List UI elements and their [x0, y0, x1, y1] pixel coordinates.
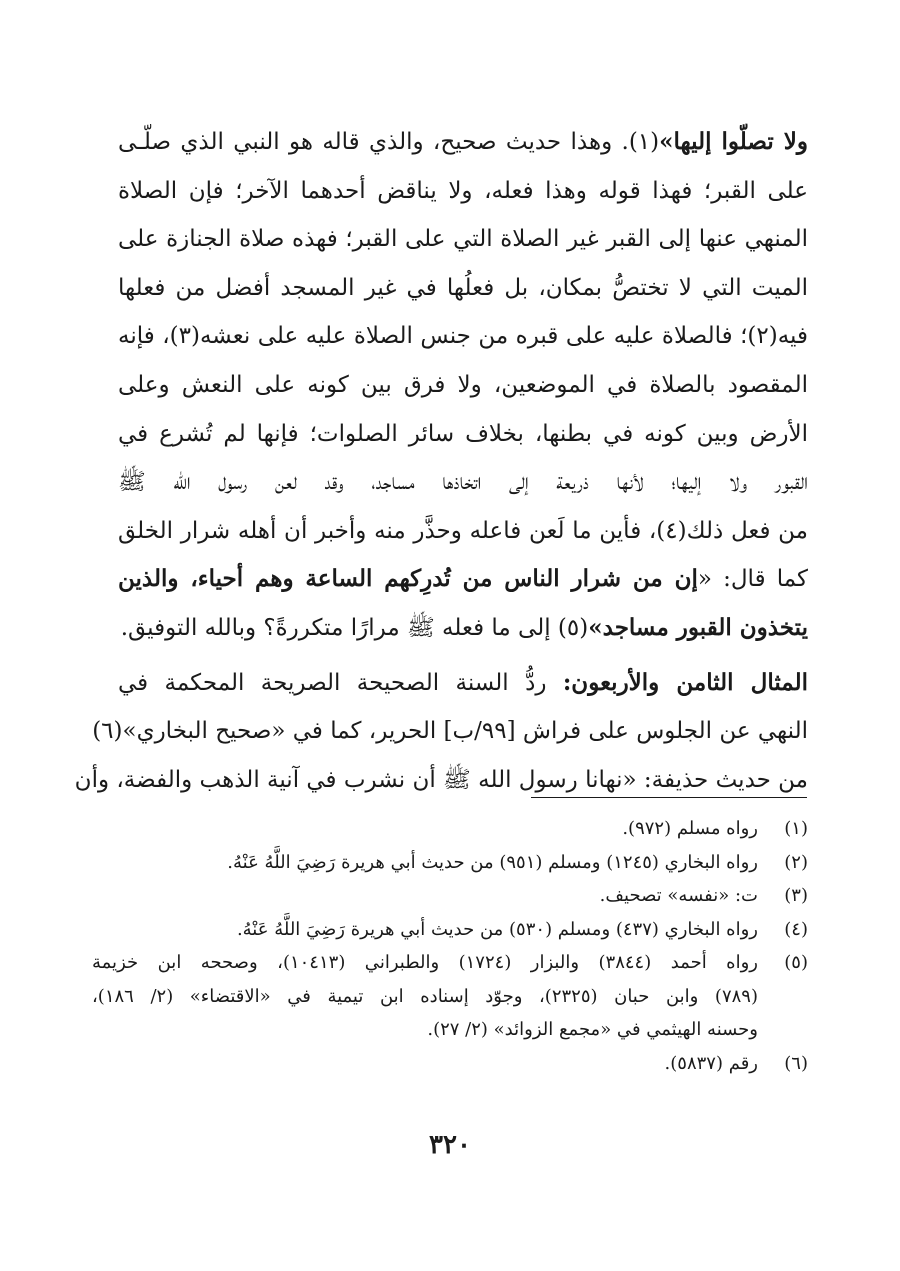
text-segment: ردُّ السنة الصحيحة الصريحة المحكمة في [118, 669, 563, 696]
footnote [92, 846, 808, 880]
footnote-text [92, 879, 758, 913]
text-segment: المقصود بالصلاة في الموضعين، ولا فرق بين كونه على النعش وعلى [118, 371, 808, 398]
text-segment: الميت التي لا تختصُّ بمكان، بل فعلُها في غير المسجد أفضل من فعلها [118, 274, 808, 301]
footnote-number: (٢) [784, 851, 808, 873]
paragraph-example-48 [74, 659, 808, 805]
page-number: ٣٢٠ [429, 1130, 471, 1160]
text-segment: (٥) إلى ما فعله ﷺ مرارًا متكررةً؟ وبالله التوفيق. [120, 614, 589, 641]
footnote-line: رواه البخاري (١٢٤٥) ومسلم (٩٥١) من حديث أبي هريرة رَضِيَ اللَّهُ عَنْهُ. [227, 851, 758, 873]
footnote-line: رقم (٥٨٣٧). [664, 1052, 758, 1074]
footnote-line: وحسنه الهيثمي في «مجمع الزوائد» (٢/ ٢٧). [427, 1019, 758, 1040]
text-line [118, 410, 808, 459]
footnote-line: رواه مسلم (٩٧٢). [622, 818, 758, 839]
footnote-line: رواه أحمد (٣٨٤٤) والبزار (١٧٢٤) والطبراني (١٠٤١٣)، وصححه ابن خزيمة [92, 952, 758, 973]
text-line [118, 507, 808, 556]
text-segment: كما قال: « [697, 566, 808, 593]
footnote-line: ت: «نفسه» تصحيف. [599, 885, 758, 906]
text-line [118, 659, 808, 708]
text-line [118, 361, 808, 410]
footnote [92, 946, 808, 1047]
footnote [92, 812, 808, 846]
footnote-text [92, 913, 758, 947]
footnote-number: (٤) [784, 918, 808, 940]
text-segment: فيه(٢)؛ فالصلاة عليه على قبره من جنس الصلاة عليه على نعشه(٣)، فإنه [118, 323, 808, 350]
text-segment: القبور ولا إليها؛ لأنها ذريعة إلى اتخاذها مساجد، وقد لعن رسول الله ﷺ [118, 469, 808, 496]
footnote-text [92, 946, 758, 1047]
footnotes [92, 812, 808, 1080]
footnote-text [92, 846, 758, 880]
footnote-line: رواه البخاري (٤٣٧) ومسلم (٥٣٠) من حديث أبي هريرة رَضِيَ اللَّهُ عَنْهُ. [236, 918, 758, 940]
text-line [118, 167, 808, 216]
text-segment: الأرض وبين كونه في بطنها، بخلاف سائر الصلوات؛ فإنها لم تُشرع في [118, 420, 808, 447]
text-segment: من حديث حذيفة: «نهانا رسول الله ﷺ أن نشرب في آنية الذهب والفضة، وأن [74, 766, 808, 793]
text-line [118, 555, 808, 604]
footnote-number: (٣) [784, 885, 808, 906]
main-text [74, 118, 808, 804]
footnote [92, 913, 808, 947]
text-segment: على القبر؛ فهذا قوله وهذا فعله، ولا يناقض أحدهما الآخر؛ فإن الصلاة [118, 177, 808, 204]
bold-text-segment: إن من شرار الناس من تُدرِكهم الساعة وهم أحياء، والذين [118, 565, 698, 593]
footnote-line: (٧٨٩) وابن حبان (٢٣٢٥)، وجوّد إسناده ابن تيمية في «الاقتضاء» (٢/ ١٨٦)، [92, 985, 758, 1007]
text-line [118, 215, 808, 264]
bold-text-segment: يتخذون القبور مساجد» [588, 613, 808, 641]
footnote [92, 879, 808, 913]
text-segment: من فعل ذلك(٤)، فأين ما لَعن فاعله وحذَّر منه وأخبر أن أهله شرار الخلق [118, 517, 808, 544]
footnote [92, 1047, 808, 1081]
text-line [118, 312, 808, 361]
text-line [118, 604, 808, 653]
footnote-text [92, 1047, 758, 1081]
footnote-number: (١) [784, 818, 808, 839]
paragraph-hadith-discussion [118, 118, 808, 653]
text-line [118, 458, 808, 507]
text-line [92, 707, 808, 756]
text-segment: المنهي عنها إلى القبر غير الصلاة التي على القبر؛ فهذه صلاة الجنازة على [118, 226, 808, 253]
text-segment: النهي عن الجلوس على فراش [٩٩/ب] الحرير، كما في «صحيح البخاري»(٦) [92, 718, 808, 745]
footnote-separator [531, 797, 807, 798]
footnote-number: (٦) [784, 1052, 808, 1074]
text-line [118, 118, 808, 167]
bold-text-segment: المثال الثامن والأربعون: [562, 668, 808, 696]
text-line [118, 264, 808, 313]
footnote-number: (٥) [784, 952, 808, 973]
bold-text-segment: ولا تصلّوا إليها» [659, 128, 808, 155]
footnote-text [92, 812, 758, 846]
text-segment: (١). وهذا حديث صحيح، والذي قاله هو النبي الذي صلّـى [118, 129, 660, 155]
